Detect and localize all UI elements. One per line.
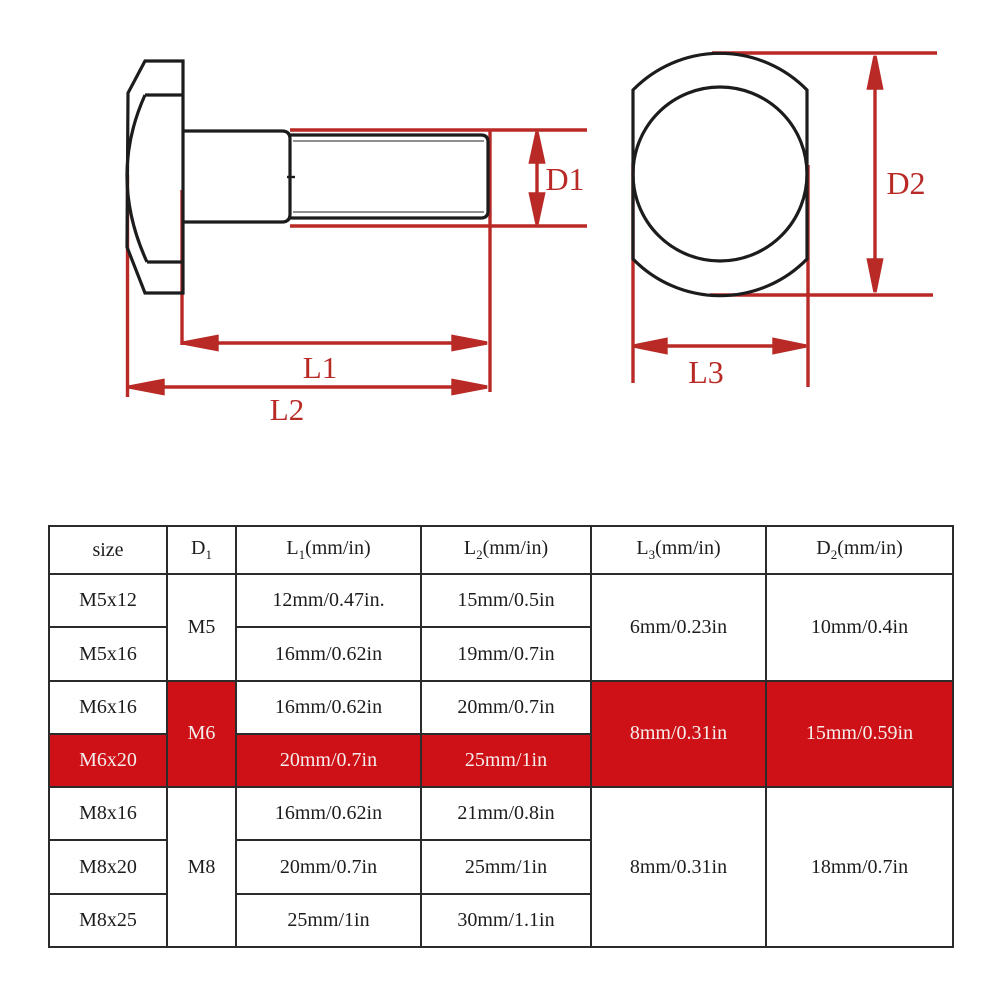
cell-size-m5x16: M5x16: [49, 627, 167, 680]
l1-arrowhead-left: [183, 337, 217, 350]
header-l2-suffix: (mm/in): [482, 537, 549, 560]
l2-arrowhead-right: [453, 381, 487, 394]
header-size: [49, 526, 167, 574]
label-l2: L2: [269, 392, 305, 427]
header-l3-suffix: (mm/in): [655, 537, 721, 560]
d1-arrowhead-up: [531, 132, 544, 162]
cell-l3-m5: 6mm/0.23in: [591, 574, 766, 681]
l2-arrowhead-left: [129, 381, 163, 394]
header-l3-base: L: [636, 537, 649, 560]
label-l3: L3: [688, 354, 724, 390]
header-size-text: size: [92, 538, 124, 561]
cell-l1-m8x20: 20mm/0.7in: [236, 840, 421, 893]
header-l2-base: L: [463, 537, 477, 560]
l1-arrowhead-right: [453, 337, 487, 350]
cell-l1-m5x16: 16mm/0.62in: [236, 627, 421, 680]
cell-l1-m8x16: 16mm/0.62in: [236, 787, 421, 840]
cell-l2-m6x20: 25mm/1in: [421, 734, 591, 787]
header-l2-sub: 2: [476, 547, 483, 563]
diagram-svg: [0, 0, 1000, 470]
header-l1-suffix: (mm/in): [305, 537, 371, 560]
top-view-dimensions: [633, 53, 937, 387]
side-view-dimensions: [128, 130, 588, 397]
bolt-side-view: [127, 61, 587, 427]
head-dome-arc: [127, 95, 147, 262]
cell-size-m8x16: M8x16: [49, 787, 167, 840]
header-l3: [591, 526, 766, 574]
header-d1-sub: 1: [205, 547, 212, 563]
cell-size-m8x20: M8x20: [49, 840, 167, 893]
label-d1: D1: [545, 161, 585, 197]
header-d2-base: D: [816, 537, 831, 560]
table-row: [49, 574, 953, 627]
header-l1-base: L: [286, 537, 299, 560]
bolt-thread-outline: [290, 135, 488, 218]
label-d2: D2: [886, 165, 926, 201]
bolt-shank-outline: [183, 131, 290, 222]
cell-d1-m5: M5: [167, 574, 236, 681]
thread-root-lines: [293, 141, 484, 212]
cell-d2-m6: 15mm/0.59in: [766, 681, 953, 788]
cell-size-m8x25: M8x25: [49, 894, 167, 947]
cell-d2-m8: 18mm/0.7in: [766, 787, 953, 947]
header-d1-base: D: [191, 537, 206, 560]
label-l1: L1: [302, 350, 338, 385]
cell-l2-m5x16: 19mm/0.7in: [421, 627, 591, 680]
d2-arrowhead-down: [869, 260, 882, 292]
table-row: [49, 787, 953, 840]
cell-l2-m8x16: 21mm/0.8in: [421, 787, 591, 840]
cell-size-m5x12: M5x12: [49, 574, 167, 627]
cell-d1-m6: M6: [167, 681, 236, 788]
header-d2-sub: 2: [830, 547, 838, 563]
bolt-head-top-view: [633, 53, 937, 390]
cell-d1-m8: M8: [167, 787, 236, 947]
header-d2: [766, 526, 953, 574]
cell-l1-m6x16: 16mm/0.62in: [236, 681, 421, 734]
cell-l2-m8x20: 25mm/1in: [421, 840, 591, 893]
head-flats-outline: [633, 53, 807, 295]
cell-l2-m5x12: 15mm/0.5in: [421, 574, 591, 627]
cell-l2-m6x16: 20mm/0.7in: [421, 681, 591, 734]
header-l1-sub: 1: [298, 547, 306, 563]
head-inner-circle: [633, 87, 807, 261]
cell-size-m6x16: M6x16: [49, 681, 167, 734]
cell-l1-m8x25: 25mm/1in: [236, 894, 421, 947]
table-header-row: [49, 526, 953, 574]
cell-l1-m6x20: 20mm/0.7in: [236, 734, 421, 787]
cell-l1-m5x12: 12mm/0.47in.: [236, 574, 421, 627]
l3-arrowhead-right: [774, 340, 806, 353]
header-d2-suffix: (mm/in): [837, 537, 903, 560]
header-l3-sub: 3: [648, 547, 656, 563]
cell-l2-m8x25: 30mm/1.1in: [421, 894, 591, 947]
cell-l3-m6: 8mm/0.31in: [591, 681, 766, 788]
head-top-outline-group: [633, 53, 807, 295]
header-d1: [167, 526, 236, 574]
d2-arrowhead-up: [869, 56, 882, 88]
d1-arrowhead-down: [531, 194, 544, 224]
table-row: [49, 681, 953, 734]
cell-l3-m8: 8mm/0.31in: [591, 787, 766, 947]
l3-arrowhead-left: [634, 340, 666, 353]
cell-size-m6x20: M6x20: [49, 734, 167, 787]
header-l2: [421, 526, 591, 574]
cell-d2-m5: 10mm/0.4in: [766, 574, 953, 681]
header-l1: [236, 526, 421, 574]
spec-table: [48, 525, 954, 948]
